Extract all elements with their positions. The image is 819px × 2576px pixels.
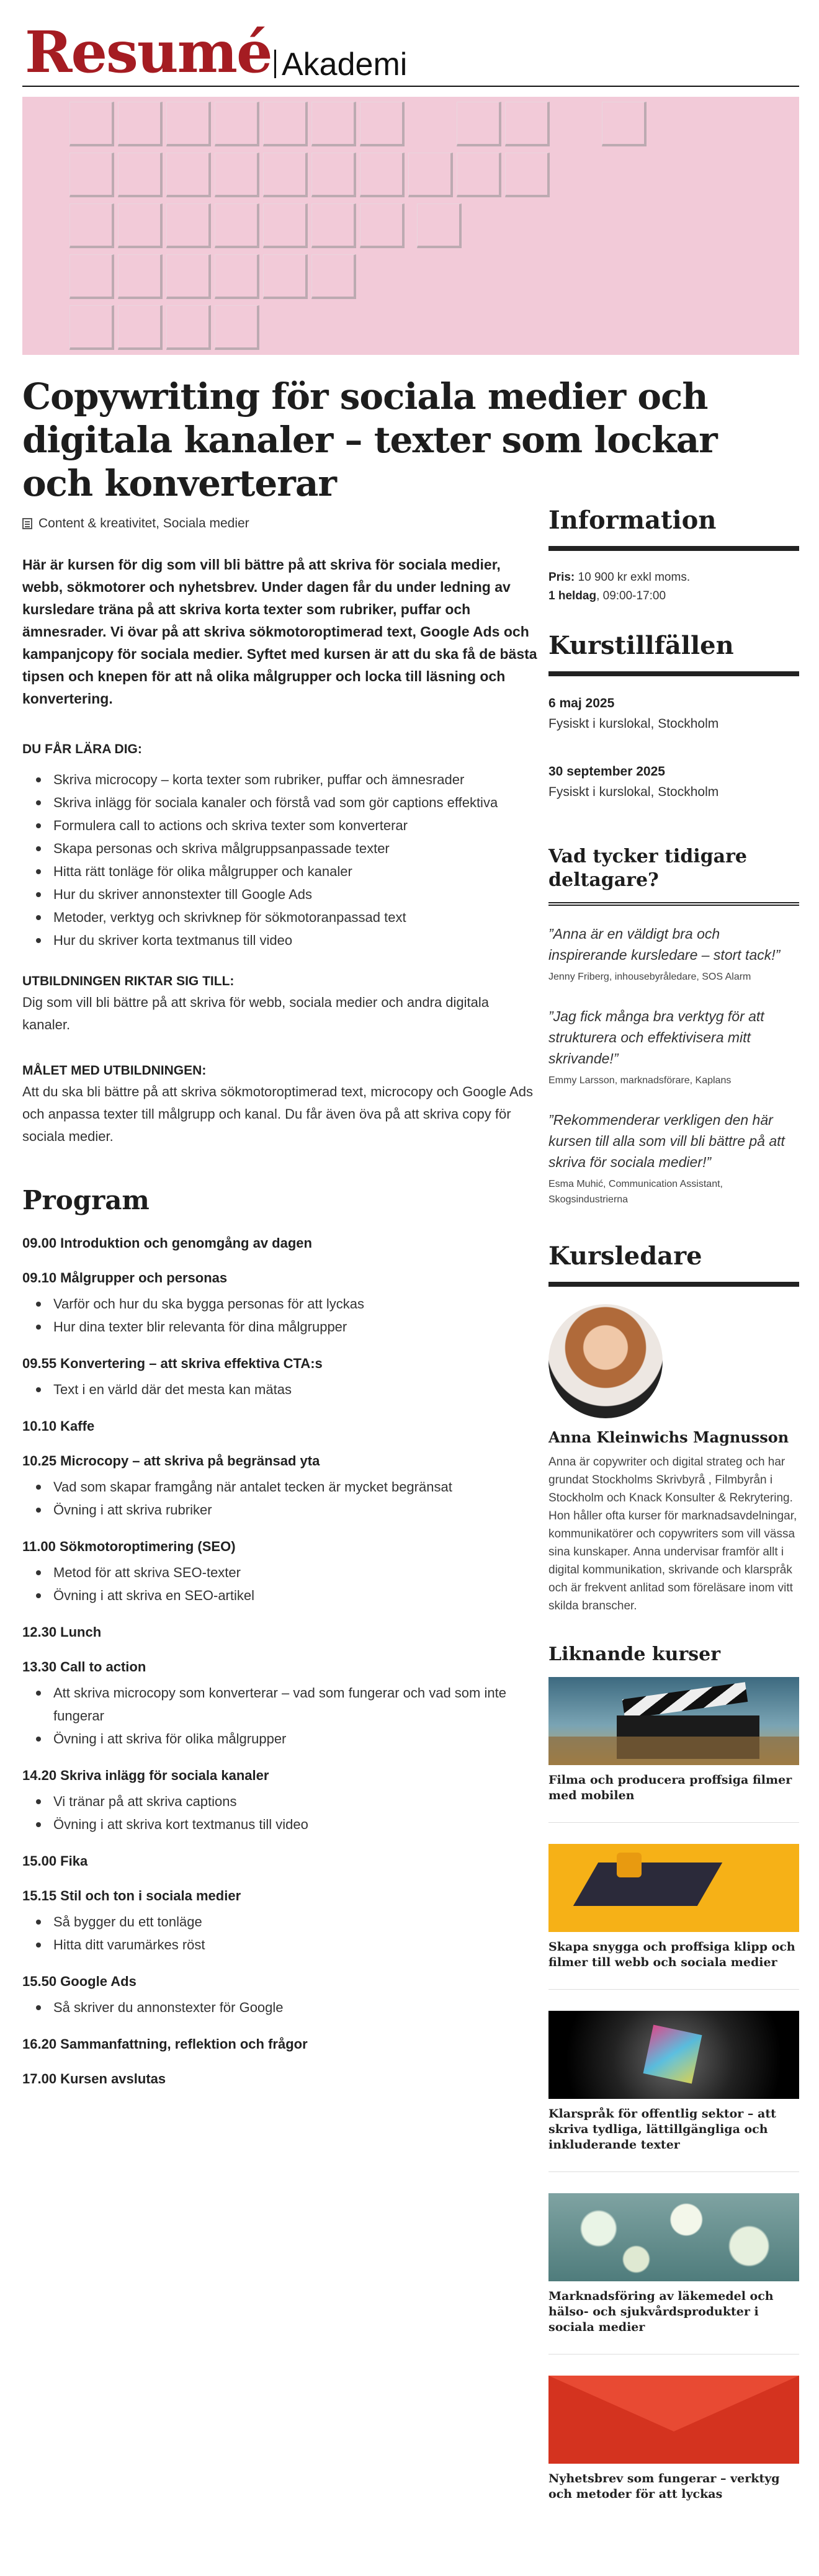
duration-line bbox=[548, 587, 799, 606]
program-item-details bbox=[22, 1561, 537, 1607]
program-item-title: 13.30 Call to action bbox=[22, 1659, 146, 1675]
program-item-title: 11.00 Sökmotoroptimering (SEO) bbox=[22, 1539, 236, 1554]
similar-course-card[interactable] bbox=[548, 1844, 799, 1990]
duration-label: 1 heldag bbox=[548, 589, 597, 602]
program-item-title: 10.10 Kaffe bbox=[22, 1418, 95, 1434]
course-date-place: Fysiskt i kurslokal, Stockholm bbox=[548, 785, 719, 799]
course-image-glass-cube[interactable] bbox=[548, 2011, 799, 2099]
program-item-detail: Hitta ditt varumärkes röst bbox=[36, 1933, 537, 1956]
testimonial-author: Emmy Larsson, marknadsförare, Kaplans bbox=[548, 1075, 732, 1086]
keyboard-key bbox=[505, 102, 550, 146]
keyboard-key bbox=[263, 254, 308, 299]
program-item-details bbox=[22, 1996, 537, 2019]
program-item-details bbox=[22, 1910, 537, 1956]
course-intro: Här är kursen för dig som vill bli bättre på att skriva för sociala medier, webb, sökmotorer och nyhetsbrev. Under dagen får du under ledning av kursledare träna på att skriva korta texter som rubriker, puffar och ämnesrader. Vi övar på att skriva sökmotoroptimerad text, Google Ads och kampanjcopy för sociala medier. Syftet med kursen är att du ska få de bästa tipsen och knepen för att nå olika målgrupper och locka till läsning och konvertering. bbox=[22, 557, 537, 707]
program-item-title: 09.00 Introduktion och genomgång av dagen bbox=[22, 1235, 312, 1251]
program-item bbox=[22, 1354, 537, 1401]
keyboard-key bbox=[408, 153, 453, 197]
keyboard-key bbox=[311, 203, 356, 248]
program-item-title: 15.00 Fika bbox=[22, 1853, 88, 1869]
card-divider bbox=[548, 2354, 799, 2355]
learn-item: Hur du skriver korta textmanus till video bbox=[36, 929, 537, 952]
keyboard-key bbox=[457, 102, 501, 146]
keyboard-key bbox=[215, 153, 259, 197]
testimonial-text: ”Rekommenderar verkligen den här kursen till alla som vill bli bättre på att skriva för sociala medier!” bbox=[548, 1112, 785, 1170]
testimonial bbox=[548, 1006, 799, 1088]
similar-course-title[interactable]: Nyhetsbrev som fungerar – verktyg och metoder för att lyckas bbox=[548, 2472, 780, 2501]
goal-heading: MÅLET MED UTBILDNINGEN: bbox=[22, 1063, 207, 1078]
program-item-detail: Att skriva microcopy som konverterar – vad som fungerar och vad som inte fungerar bbox=[36, 1681, 537, 1727]
learn-item: Hur du skriver annonstexter till Google Ads bbox=[36, 883, 537, 906]
keyboard-key bbox=[263, 102, 308, 146]
course-category bbox=[22, 516, 537, 531]
price-value: 10 900 kr exkl moms. bbox=[578, 571, 691, 584]
program-item bbox=[22, 2035, 537, 2054]
category-icon bbox=[22, 518, 32, 529]
keyboard-key bbox=[166, 153, 211, 197]
card-divider bbox=[548, 1989, 799, 1990]
program-item-title: 09.10 Målgrupper och personas bbox=[22, 1270, 228, 1286]
learn-item: Skriva inlägg för sociala kanaler och förstå vad som gör captions effektiva bbox=[36, 791, 537, 814]
keyboard-key bbox=[311, 102, 356, 146]
info-heading: Information bbox=[548, 504, 799, 551]
course-date-title[interactable]: 6 maj 2025 bbox=[548, 696, 615, 710]
program-item-detail: Text i en värld där det mesta kan mätas bbox=[36, 1378, 537, 1401]
keyboard-key bbox=[166, 203, 211, 248]
program-item bbox=[22, 1972, 537, 2019]
program-item-detail: Så bygger du ett tonläge bbox=[36, 1910, 537, 1933]
keyboard-key bbox=[69, 102, 114, 146]
program-item-detail: Övning i att skriva för olika målgrupper bbox=[36, 1727, 537, 1750]
course-date-title[interactable]: 30 september 2025 bbox=[548, 764, 665, 779]
program-item-title: 17.00 Kursen avslutas bbox=[22, 2071, 166, 2086]
learn-item: Hitta rätt tonläge för olika målgrupper och kanaler bbox=[36, 860, 537, 883]
program-item bbox=[22, 1234, 537, 1253]
keyboard-key bbox=[69, 254, 114, 299]
keyboard-key bbox=[311, 153, 356, 197]
keyboard-key bbox=[166, 305, 211, 350]
keyboard-key bbox=[311, 254, 356, 299]
program-item-detail: Så skriver du annonstexter för Google bbox=[36, 1996, 537, 2019]
testimonial-author: Esma Muhić, Communication Assistant, Skogsindustrierna bbox=[548, 1179, 723, 1205]
program-item-details bbox=[22, 1790, 537, 1836]
leader-heading: Kursledare bbox=[548, 1240, 799, 1287]
program-item bbox=[22, 1852, 537, 1871]
similar-course-card[interactable] bbox=[548, 2011, 799, 2172]
program-item bbox=[22, 1417, 537, 1436]
keyboard-key bbox=[360, 203, 405, 248]
card-divider bbox=[548, 1822, 799, 1823]
keyboard-key bbox=[417, 203, 462, 248]
program-item-detail: Metod för att skriva SEO-texter bbox=[36, 1561, 537, 1584]
learn-item: Skriva microcopy – korta texter som rubriker, puffar och ämnesrader bbox=[36, 768, 537, 791]
program-item bbox=[22, 1658, 537, 1750]
leader-bio: Anna är copywriter och digital strateg och har grundat Stockholms Skrivbyrå , Filmbyrån i Stockholm och Knack Konsulter & Rekrytering. Hon håller ofta kurser för marknadsavdelningar, kommunikatörer och copywriters som vill vässa sina kunskaper. Anna undervisar framför allt i digital kommunikation, skrivande och klarspråk och är frekvent anlitad som föreläsare inom vitt skilda branscher. bbox=[548, 1456, 797, 1612]
course-date[interactable] bbox=[548, 694, 799, 735]
hero-keyboard-image bbox=[22, 97, 799, 355]
similar-course-title[interactable]: Skapa snygga och proffsiga klipp och filmer till webb och sociala medier bbox=[548, 1940, 795, 1969]
keyboard-key bbox=[118, 305, 163, 350]
program-item-title: 15.15 Stil och ton i sociala medier bbox=[22, 1888, 241, 1903]
target-heading: UTBILDNINGEN RIKTAR SIG TILL: bbox=[22, 974, 235, 988]
program-item-detail: Övning i att skriva en SEO-artikel bbox=[36, 1584, 537, 1607]
keyboard-key bbox=[457, 153, 501, 197]
program-item bbox=[22, 1537, 537, 1607]
similar-courses-heading: Liknande kurser bbox=[548, 1644, 721, 1665]
program-item-title: 14.20 Skriva inlägg för sociala kanaler bbox=[22, 1768, 269, 1783]
program-item-title: 12.30 Lunch bbox=[22, 1624, 102, 1640]
program-item-details bbox=[22, 1681, 537, 1750]
keyboard-key bbox=[118, 153, 163, 197]
keyboard-key bbox=[69, 153, 114, 197]
keyboard-key bbox=[360, 153, 405, 197]
testimonial-text: ”Anna är en väldigt bra och inspirerande kursledare – stort tack!” bbox=[548, 926, 781, 963]
price-label: Pris: bbox=[548, 571, 575, 584]
program-item bbox=[22, 1452, 537, 1521]
program-item-detail: Hur dina texter blir relevanta för dina målgrupper bbox=[36, 1315, 537, 1338]
learn-item: Formulera call to actions och skriva texter som konverterar bbox=[36, 814, 537, 837]
similar-course-card[interactable] bbox=[548, 2376, 799, 2502]
logo-wordmark[interactable]: Resumé bbox=[25, 19, 272, 86]
course-date-place: Fysiskt i kurslokal, Stockholm bbox=[548, 717, 719, 731]
program-item-title: 09.55 Konvertering – att skriva effektiva CTA:s bbox=[22, 1356, 323, 1371]
goal-text: Att du ska bli bättre på att skriva sökmotoroptimerad text, microcopy och Google Ads och anpassa texter till målgrupp och kanal. Du får även öva på att skriva copy för sociala medier. bbox=[22, 1084, 533, 1144]
course-image-bokeh[interactable] bbox=[548, 2193, 799, 2281]
keyboard-key bbox=[118, 203, 163, 248]
testimonial bbox=[548, 1109, 799, 1207]
sidebar bbox=[548, 504, 799, 2523]
keyboard-key bbox=[215, 254, 259, 299]
program-item bbox=[22, 1269, 537, 1338]
program-item-detail: Varför och hur du ska bygga personas för att lyckas bbox=[36, 1292, 537, 1315]
similar-course-card[interactable] bbox=[548, 2193, 799, 2355]
program-item-details bbox=[22, 1378, 537, 1401]
program-item bbox=[22, 2070, 537, 2088]
similar-course-title[interactable]: Klarspråk för offentlig sektor – att skriva tydliga, lättillgängliga och inkluderande texter bbox=[548, 2107, 776, 2152]
similar-course-title[interactable]: Marknadsföring av läkemedel och hälso- och sjukvårdsprodukter i sociala medier bbox=[548, 2289, 774, 2334]
keyboard-key bbox=[215, 203, 259, 248]
program-item-title: 15.50 Google Ads bbox=[22, 1974, 136, 1989]
course-image-clapperboard[interactable] bbox=[548, 1677, 799, 1765]
page-title: Copywriting för sociala medier och digitala kanaler – texter som lockar och konverterar bbox=[22, 375, 717, 504]
course-image-laptop[interactable] bbox=[548, 1844, 799, 1932]
learn-list bbox=[22, 768, 537, 952]
testimonial-author: Jenny Friberg, inhousebyråledare, SOS Alarm bbox=[548, 972, 751, 982]
program-item-detail: Vi tränar på att skriva captions bbox=[36, 1790, 537, 1813]
program-item bbox=[22, 1766, 537, 1836]
testimonials-heading: Vad tycker tidigare deltagare? bbox=[548, 845, 799, 906]
learn-heading: DU FÅR LÄRA DIG: bbox=[22, 742, 142, 756]
program-item-detail: Övning i att skriva rubriker bbox=[36, 1498, 537, 1521]
keyboard-key bbox=[215, 305, 259, 350]
program-item-title: 16.20 Sammanfattning, reflektion och frågor bbox=[22, 2036, 308, 2052]
keyboard-key bbox=[602, 102, 647, 146]
keyboard-key bbox=[263, 153, 308, 197]
testimonial-text: ”Jag fick många bra verktyg för att strukturera och effektivisera mitt skrivande!” bbox=[548, 1008, 764, 1067]
keyboard-key bbox=[166, 102, 211, 146]
logo-subtitle[interactable]: Akademi bbox=[282, 47, 408, 83]
keyboard-key bbox=[69, 203, 114, 248]
leader-photo bbox=[548, 1304, 663, 1418]
program-item-title: 10.25 Microcopy – att skriva på begränsad yta bbox=[22, 1453, 320, 1469]
card-divider bbox=[548, 2171, 799, 2172]
keyboard-key bbox=[263, 203, 308, 248]
testimonial bbox=[548, 923, 799, 985]
dates-heading: Kurstillfällen bbox=[548, 629, 799, 676]
similar-course-card[interactable] bbox=[548, 1677, 799, 1823]
keyboard-key bbox=[505, 153, 550, 197]
site-header bbox=[22, 19, 799, 87]
program-item-detail: Vad som skapar framgång när antalet tecken är mycket begränsat bbox=[36, 1475, 537, 1498]
keyboard-key bbox=[360, 102, 405, 146]
program-list bbox=[22, 1234, 537, 2088]
keyboard-key bbox=[118, 102, 163, 146]
program-item-details bbox=[22, 1475, 537, 1521]
category-label[interactable]: Content & kreativitet, Sociala medier bbox=[38, 516, 249, 530]
keyboard-key bbox=[118, 254, 163, 299]
target-text: Dig som vill bli bättre på att skriva för webb, sociala medier och andra digitala kanaler. bbox=[22, 995, 490, 1032]
program-title: Program bbox=[22, 1185, 150, 1215]
program-item-details bbox=[22, 1292, 537, 1338]
keyboard-key bbox=[166, 254, 211, 299]
learn-item: Skapa personas och skriva målgruppsanpassade texter bbox=[36, 837, 537, 860]
course-image-envelope[interactable] bbox=[548, 2376, 799, 2464]
similar-course-title[interactable]: Filma och producera proffsiga filmer med mobilen bbox=[548, 1773, 792, 1802]
course-date[interactable] bbox=[548, 762, 799, 803]
main-content bbox=[22, 516, 537, 2104]
logo-divider bbox=[274, 50, 276, 78]
program-item-detail: Övning i att skriva kort textmanus till video bbox=[36, 1813, 537, 1836]
program-item bbox=[22, 1887, 537, 1956]
price-line bbox=[548, 568, 799, 587]
learn-item: Metoder, verktyg och skrivknep för sökmotoranpassad text bbox=[36, 906, 537, 929]
program-item bbox=[22, 1623, 537, 1642]
duration-value: , 09:00-17:00 bbox=[596, 589, 666, 602]
keyboard-key bbox=[215, 102, 259, 146]
leader-name: Anna Kleinwichs Magnusson bbox=[548, 1428, 789, 1446]
keyboard-key bbox=[69, 305, 114, 350]
